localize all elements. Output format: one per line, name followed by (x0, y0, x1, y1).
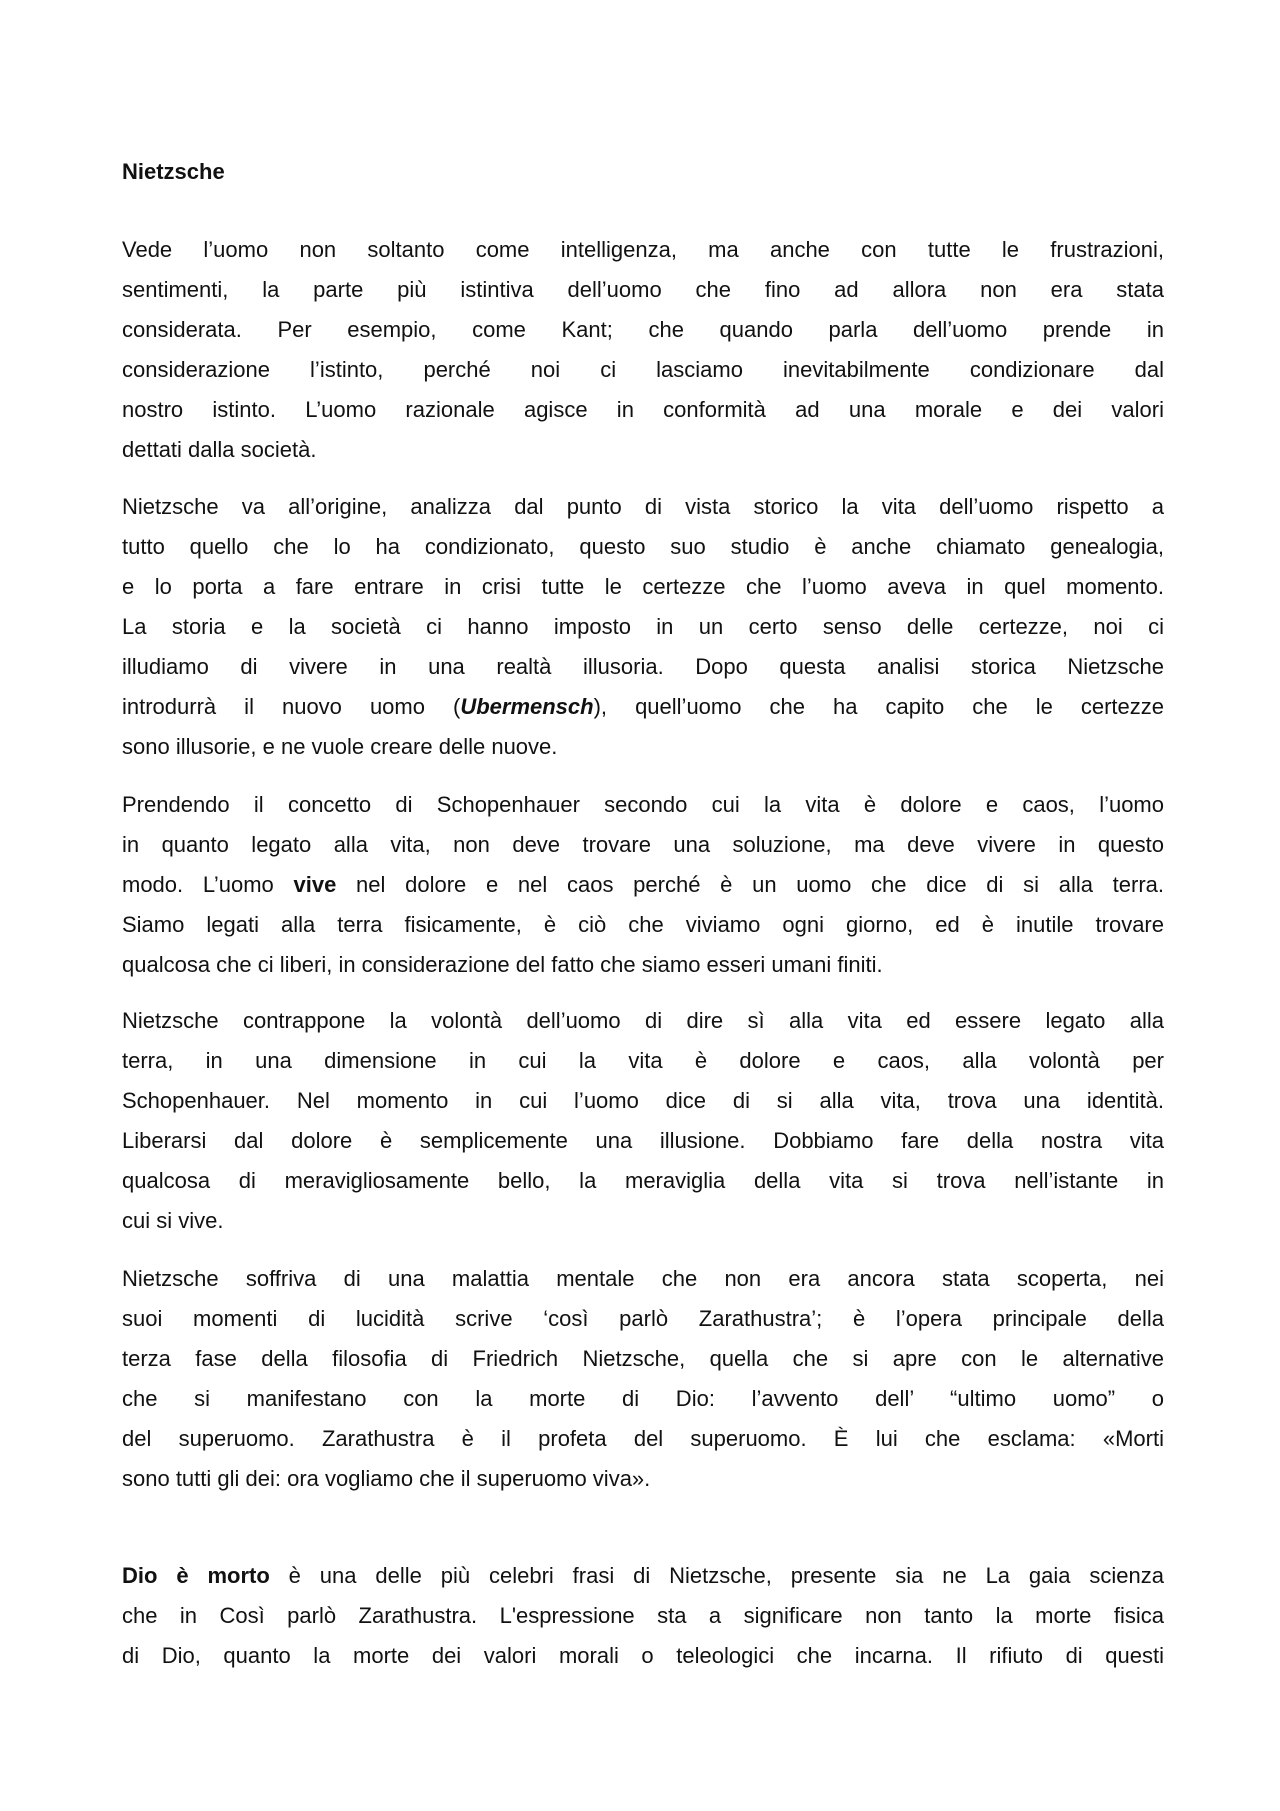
text-line: che in Così parlò Zarathustra. L'espressione sta a significare non tanto la morte fisica (122, 1603, 1164, 1628)
paragraph-5 (122, 1259, 1164, 1499)
paragraph-3 (122, 785, 1164, 985)
text-line: sentimenti, la parte più istintiva dell’uomo che fino ad allora non era stata (122, 277, 1164, 302)
text-line: sono tutti gli dei: ora vogliamo che il superuomo viva». (122, 1466, 651, 1491)
paragraph-1 (122, 230, 1164, 470)
text-line: illudiamo di vivere in una realtà illusoria. Dopo questa analisi storica Nietzsche (122, 654, 1164, 679)
text-line: in quanto legato alla vita, non deve trovare una soluzione, ma deve vivere in questo (122, 832, 1164, 857)
paragraph-2 (122, 487, 1164, 767)
text-line: considerata. Per esempio, come Kant; che quando parla dell’uomo prende in (122, 317, 1164, 342)
text-line: Liberarsi dal dolore è semplicemente una illusione. Dobbiamo fare della nostra vita (122, 1128, 1164, 1153)
text-run: modo. L’uomo (122, 872, 294, 897)
text-line: qualcosa di meravigliosamente bello, la meraviglia della vita si trova nell’istante in (122, 1168, 1164, 1193)
text-line: che si manifestano con la morte di Dio: l’avvento dell’ “ultimo uomo” o (122, 1386, 1164, 1411)
emphasized-text: Ubermensch (460, 694, 594, 719)
text-line: dettati dalla società. (122, 437, 317, 462)
paragraph-6 (122, 1556, 1164, 1676)
emphasized-text: Dio è morto (122, 1563, 270, 1588)
emphasized-text: vive (293, 872, 337, 897)
text-line: terza fase della filosofia di Friedrich Nietzsche, quella che si apre con le alternative (122, 1346, 1164, 1371)
text-line: Schopenhauer. Nel momento in cui l’uomo dice di si alla vita, trova una identità. (122, 1088, 1164, 1113)
text-line: Siamo legati alla terra fisicamente, è ciò che viviamo ogni giorno, ed è inutile trovare (122, 912, 1164, 937)
text-run: nel dolore e nel caos perché è un uomo che dice di si alla terra. (336, 872, 1165, 897)
text-line: terra, in una dimensione in cui la vita è dolore e caos, alla volontà per (122, 1048, 1164, 1073)
text-line: di Dio, quanto la morte dei valori morali o teleologici che incarna. Il rifiuto di questi (122, 1643, 1164, 1668)
text-run: introdurrà il nuovo uomo ( (122, 694, 461, 719)
text-line (122, 687, 1164, 727)
text-line: e lo porta a fare entrare in crisi tutte le certezze che l’uomo aveva in quel momento. (122, 574, 1164, 599)
text-line: suoi momenti di lucidità scrive ‘così parlò Zarathustra’; è l’opera principale della (122, 1306, 1164, 1331)
text-line: considerazione l’istinto, perché noi ci lasciamo inevitabilmente condizionare dal (122, 357, 1164, 382)
text-line: Nietzsche contrappone la volontà dell’uomo di dire sì alla vita ed essere legato alla (122, 1008, 1164, 1033)
text-line: Nietzsche va all’origine, analizza dal punto di vista storico la vita dell’uomo rispetto a (122, 494, 1164, 519)
text-line (122, 865, 1164, 905)
text-line: La storia e la società ci hanno imposto in un certo senso delle certezze, noi ci (122, 614, 1164, 639)
text-line: del superuomo. Zarathustra è il profeta del superuomo. È lui che esclama: «Morti (122, 1426, 1164, 1451)
text-line: sono illusorie, e ne vuole creare delle nuove. (122, 734, 558, 759)
text-run: è una delle più celebri frasi di Nietzsche, presente sia ne La gaia scienza (269, 1563, 1165, 1588)
document-title: Nietzsche (122, 159, 225, 184)
text-line: cui si vive. (122, 1208, 224, 1233)
text-line: qualcosa che ci liberi, in considerazione del fatto che siamo esseri umani finiti. (122, 952, 883, 977)
text-line: Vede l’uomo non soltanto come intelligenza, ma anche con tutte le frustrazioni, (122, 237, 1164, 262)
text-run: ), quell’uomo che ha capito che le certezze (593, 694, 1164, 719)
text-line: tutto quello che lo ha condizionato, questo suo studio è anche chiamato genealogia, (122, 534, 1164, 559)
text-line: Prendendo il concetto di Schopenhauer secondo cui la vita è dolore e caos, l’uomo (122, 792, 1164, 817)
text-line: Nietzsche soffriva di una malattia mentale che non era ancora stata scoperta, nei (122, 1266, 1164, 1291)
paragraph-4 (122, 1001, 1164, 1241)
text-line: nostro istinto. L’uomo razionale agisce in conformità ad una morale e dei valori (122, 397, 1164, 422)
text-line (122, 1556, 1164, 1596)
